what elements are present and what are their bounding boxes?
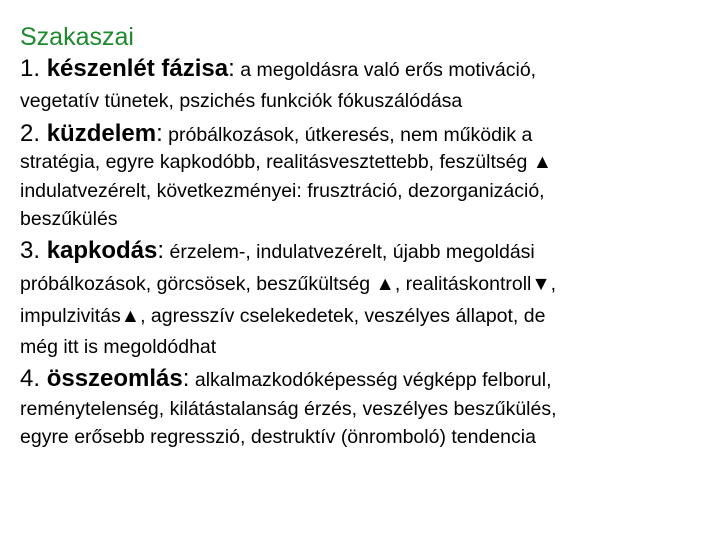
- stage-1-name: készenlét fázisa: [46, 55, 229, 82]
- stage-2-line-3: beszűkülés: [20, 208, 118, 230]
- stage-1-colon: :: [228, 55, 235, 82]
- stage-2-title-line: [20, 120, 532, 148]
- stage-3-line-3: még itt is megoldódhat: [20, 336, 217, 358]
- stage-3-first-text: érzelem-, indulatvezérelt, újabb megoldási: [164, 241, 535, 263]
- stage-3-line-2: impulzivitás▲, agresszív cselekedetek, veszélyes állapot, de: [20, 305, 546, 327]
- page-heading: Szakaszai: [20, 23, 134, 51]
- stage-4-name: összeomlás: [46, 365, 183, 392]
- stage-1-number: 1.: [20, 55, 41, 82]
- stage-2-line-2: indulatvezérelt, következményei: frusztráció, dezorganizáció,: [20, 180, 545, 202]
- stage-1-line-1: vegetatív tünetek, pszichés funkciók fókuszálódása: [20, 90, 463, 112]
- stage-3-title-line: [20, 237, 535, 265]
- stage-4-colon: :: [182, 365, 190, 392]
- stage-2-line-1: stratégia, egyre kapkodóbb, realitásvesztettebb, feszültség ▲: [20, 151, 553, 173]
- stage-4-line-1: reménytelenség, kilátástalanság érzés, veszélyes beszűkülés,: [20, 398, 557, 420]
- stage-3-colon: :: [157, 237, 165, 264]
- stage-2-number: 2.: [20, 120, 41, 147]
- stage-4-line-2: egyre erősebb regresszió, destruktív (önromboló) tendencia: [20, 426, 536, 448]
- stage-4-number: 4.: [20, 365, 41, 392]
- stage-1-first-text: a megoldásra való erős motiváció,: [234, 59, 537, 81]
- stage-3-name: kapkodás: [46, 237, 158, 264]
- stage-3-number: 3.: [20, 237, 41, 264]
- stage-2-name: küzdelem: [46, 120, 157, 147]
- stage-1-title-line: [20, 55, 536, 83]
- stage-3-line-1: próbálkozások, görcsösek, beszűkültség ▲, realitáskontroll▼,: [20, 273, 557, 295]
- stage-2-colon: :: [156, 120, 163, 147]
- stage-4-title-line: [20, 365, 552, 393]
- stage-4-first-text: alkalmazkodóképesség végképp felborul,: [189, 369, 552, 391]
- stage-2-first-text: próbálkozások, útkeresés, nem működik a: [162, 124, 533, 146]
